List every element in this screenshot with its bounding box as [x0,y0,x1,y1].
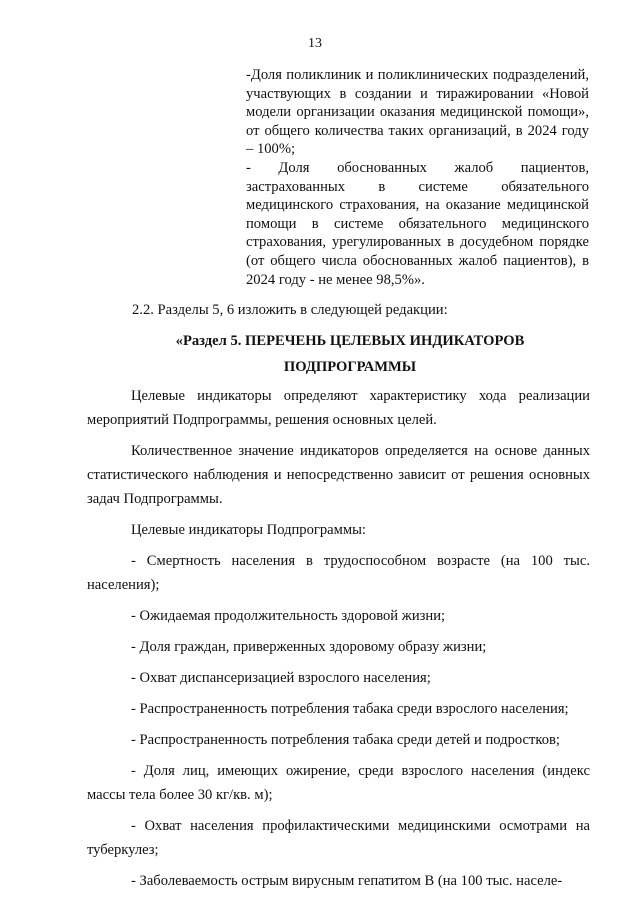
list-item: - Распространенность потребления табака среди взрослого населения; [131,701,569,717]
list-item: - Доля лиц, имеющих ожирение, среди взрослого населения (индекс массы тела более 30 кг/кв. м); [87,763,590,803]
indicator-complaints-share: - Доля обоснованных жалоб пациентов, застрахованных в системе обязательного медицинского страхования, на оказание медицинской помощи в системе обязательного медицинского страхования, урегулированных в досудебном порядке (от общего числа обоснованных жалоб пациентов), в 2024 году - не менее 98,5%». [246,159,589,288]
indicator-polyclinics-share: -Доля поликлиник и поликлинических подразделений, участвующих в создании и тиражировании «Новой модели организации оказания медицинской помощи», от общего количества таких организаций, в 2024 году – 100%; [246,67,589,158]
list-item: - Доля граждан, приверженных здоровому образу жизни; [131,639,487,655]
indicator-continuation-block [246,66,589,289]
section-body [87,384,590,900]
paragraph: Целевые индикаторы Подпрограммы: [131,522,366,538]
paragraph: Целевые индикаторы определяют характеристику хода реализации мероприятий Подпрограммы, решения основных целей. [87,388,590,428]
list-item: - Смертность населения в трудоспособном возрасте (на 100 тыс. населения); [87,553,590,593]
list-item: - Заболеваемость острым вирусным гепатитом В (на 100 тыс. населе- [131,873,563,889]
list-item: - Ожидаемая продолжительность здоровой жизни; [131,608,446,624]
section-title-line-2: ПОДПРОГРАММЫ [283,359,417,375]
paragraph: Количественное значение индикаторов определяется на основе данных статистического наблюдения и непосредственно зависит от решения основных задач Подпрограммы. [87,443,590,507]
section-intro: 2.2. Разделы 5, 6 изложить в следующей редакции: [132,302,448,318]
list-item: - Охват диспансеризацией взрослого населения; [131,670,431,686]
section-title [150,328,550,380]
list-item: - Распространенность потребления табака среди детей и подростков; [131,732,560,748]
list-item: - Охват населения профилактическими медицинскими осмотрами на туберкулез; [87,818,590,858]
page-number: 13 [308,36,322,51]
section-title-line-1: «Раздел 5. ПЕРЕЧЕНЬ ЦЕЛЕВЫХ ИНДИКАТОРОВ [175,333,525,349]
